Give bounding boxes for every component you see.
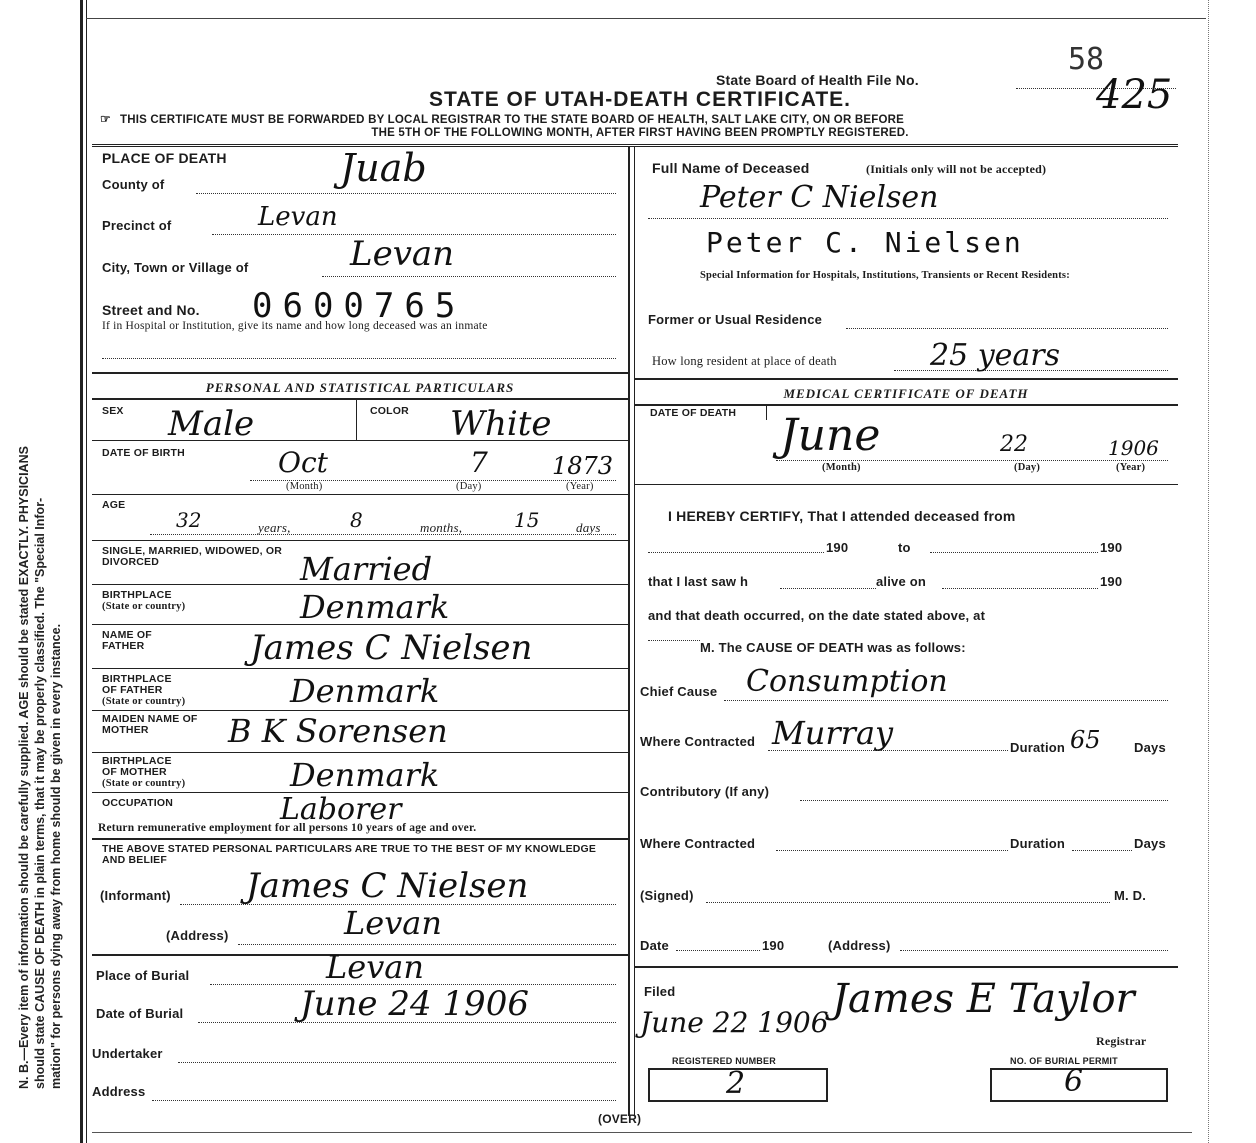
burial-permit-label: NO. OF BURIAL PERMIT bbox=[1010, 1056, 1118, 1066]
medical-bottom bbox=[634, 404, 1178, 406]
color-label: COLOR bbox=[370, 405, 409, 417]
occurred-line bbox=[648, 640, 700, 641]
duration-days-label: Days bbox=[1134, 740, 1166, 755]
center-divider-2 bbox=[634, 146, 635, 1116]
dod-year-caption: (Year) bbox=[1116, 462, 1146, 473]
county-line bbox=[196, 193, 616, 194]
dod-box-right bbox=[766, 406, 767, 420]
duration-2-days-label: Days bbox=[1134, 836, 1166, 851]
hospital-line bbox=[102, 358, 616, 359]
file-no-label: State Board of Health File No. bbox=[716, 72, 919, 88]
last-saw-label: that I last saw h bbox=[648, 574, 749, 589]
mother-label: MAIDEN NAME OF MOTHER bbox=[102, 713, 198, 736]
occupation-note: Return remunerative employment for all persons 10 years of age and over. bbox=[98, 822, 477, 834]
dod-day: 22 bbox=[1000, 432, 1028, 457]
city-value: Levan bbox=[350, 234, 455, 274]
resident-value: 25 years bbox=[930, 338, 1061, 373]
attest-statement: THE ABOVE STATED PERSONAL PARTICULARS ARE TRUE TO THE BEST OF MY KNOWLEDGE AND BELIEF bbox=[102, 843, 597, 866]
special-info-label: Special Information for Hospitals, Institutions, Transients or Recent Residents: bbox=[700, 270, 1070, 281]
row-sep-5 bbox=[92, 624, 628, 625]
age-months-word: months, bbox=[420, 520, 463, 535]
undertaker-line bbox=[178, 1062, 616, 1063]
deceased-name-note: (Initials only will not be accepted) bbox=[866, 162, 1047, 176]
precinct-value: Levan bbox=[258, 202, 338, 232]
dod-year: 1906 bbox=[1108, 436, 1159, 460]
hospital-note: If in Hospital or Institution, give its name and how long deceased was an inmate bbox=[102, 320, 488, 332]
dob-day: 7 bbox=[470, 446, 488, 479]
informant-address-line bbox=[238, 944, 616, 945]
over-label: (OVER) bbox=[598, 1112, 642, 1126]
mother-birth-value: Denmark bbox=[290, 756, 440, 794]
color-value: White bbox=[450, 404, 552, 444]
right-edge bbox=[1208, 0, 1209, 1143]
left-margin-rule bbox=[80, 0, 83, 1143]
alive-on-line bbox=[942, 588, 1098, 589]
chief-cause-value: Consumption bbox=[746, 664, 948, 699]
occurred-label: and that death occurred, on the date stated above, at bbox=[648, 608, 986, 623]
signed-line bbox=[706, 902, 1110, 903]
personal-heading: PERSONAL AND STATISTICAL PARTICULARS bbox=[205, 380, 515, 395]
birthplace-sub: (State or country) bbox=[102, 601, 186, 612]
notice-hand-icon: ☞ bbox=[100, 112, 111, 126]
sex-value: Male bbox=[168, 404, 255, 444]
residence-line bbox=[846, 328, 1168, 329]
dob-month: Oct bbox=[278, 446, 328, 479]
dod-day-caption: (Day) bbox=[1014, 462, 1041, 473]
where-contracted-label: Where Contracted bbox=[640, 734, 756, 749]
undertaker-label: Undertaker bbox=[92, 1046, 163, 1061]
informant-label: (Informant) bbox=[100, 888, 171, 903]
occupation-value: Laborer bbox=[280, 792, 402, 827]
mother-birth-label: BIRTHPLACE OF MOTHER bbox=[102, 755, 172, 778]
dob-year-caption: (Year) bbox=[566, 481, 594, 492]
informant-value: James C Nielsen bbox=[246, 866, 529, 906]
top-rule bbox=[86, 18, 1206, 19]
burial-address-line bbox=[152, 1100, 616, 1101]
medical-top bbox=[634, 378, 1178, 380]
personal-top bbox=[92, 372, 628, 374]
certify-line: I HEREBY CERTIFY, That I attended deceased from bbox=[668, 508, 1016, 524]
county-label: County of bbox=[102, 177, 165, 192]
filed-date: June 22 1906 bbox=[640, 1006, 829, 1039]
signed-label: (Signed) bbox=[640, 888, 694, 903]
dob-day-caption: (Day) bbox=[456, 481, 482, 492]
personal-bottom bbox=[92, 398, 628, 400]
row-sep-2 bbox=[92, 494, 628, 495]
age-years: 32 bbox=[176, 508, 202, 532]
notice-line-2: THE 5TH OF THE FOLLOWING MONTH, AFTER FIRST HAVING BEEN PROMPTLY REGISTERED. bbox=[371, 127, 909, 139]
registered-number: 2 bbox=[726, 1066, 746, 1101]
dod-line bbox=[776, 460, 1168, 461]
side-note bbox=[16, 69, 64, 1089]
to-year: 190 bbox=[1100, 540, 1123, 555]
row-sep-6 bbox=[92, 668, 628, 669]
burial-date-line bbox=[198, 1022, 616, 1023]
father-birth-label: BIRTHPLACE OF FATHER bbox=[102, 673, 172, 696]
street-number: 0600765 bbox=[252, 286, 466, 326]
informant-address-label: (Address) bbox=[166, 928, 229, 943]
filed-label: Filed bbox=[644, 984, 676, 999]
dod-label: DATE OF DEATH bbox=[650, 407, 737, 419]
father-birth-value: Denmark bbox=[290, 672, 440, 710]
burial-date-value: June 24 1906 bbox=[300, 984, 529, 1024]
registered-number-label: REGISTERED NUMBER bbox=[672, 1056, 776, 1066]
frame-top bbox=[92, 144, 1178, 147]
from-line bbox=[648, 552, 824, 553]
last-saw-line bbox=[780, 588, 876, 589]
side-note-line-1: N. B.—Every item of information should be carefully supplied. AGE should be stated EXACTLY. PHYSICIANS bbox=[17, 446, 31, 1089]
duration-2-label: Duration bbox=[1010, 836, 1066, 851]
where-contracted-line bbox=[768, 750, 1008, 751]
cert-date-label: Date bbox=[640, 938, 669, 953]
dob-month-caption: (Month) bbox=[286, 481, 323, 492]
city-label: City, Town or Village of bbox=[102, 260, 249, 275]
row-sep-3 bbox=[92, 540, 628, 541]
certificate-title: STATE OF UTAH-DEATH CERTIFICATE. bbox=[428, 88, 852, 111]
alive-year: 190 bbox=[1100, 574, 1123, 589]
row-sep-4 bbox=[92, 584, 628, 585]
chief-cause-label: Chief Cause bbox=[640, 684, 718, 699]
notice-line-1: THIS CERTIFICATE MUST BE FORWARDED BY LOCAL REGISTRAR TO THE STATE BOARD OF HEALTH, SALT LAKE CITY, ON OR BEFORE bbox=[120, 114, 904, 126]
where-contracted-2-line bbox=[776, 850, 1008, 851]
cert-date-year: 190 bbox=[762, 938, 785, 953]
duration-value: 65 bbox=[1070, 726, 1101, 754]
duration-label: Duration bbox=[1010, 740, 1066, 755]
birthplace-label: BIRTHPLACE bbox=[102, 589, 172, 601]
contributory-line bbox=[800, 800, 1168, 801]
age-days: 15 bbox=[514, 508, 540, 532]
side-note-line-3: mation" for persons dying away from home should be given in every instance. bbox=[49, 623, 63, 1089]
deceased-name-typed: Peter C. Nielsen bbox=[706, 226, 1024, 259]
age-months: 8 bbox=[350, 508, 363, 532]
dob-label: DATE OF BIRTH bbox=[102, 447, 185, 459]
burial-place-value: Levan bbox=[326, 948, 424, 986]
burial-date-label: Date of Burial bbox=[96, 1006, 184, 1021]
deceased-name-handwritten: Peter C Nielsen bbox=[700, 180, 939, 215]
medical-heading: MEDICAL CERTIFICATE OF DEATH bbox=[783, 386, 1029, 401]
cause-heading: M. The CAUSE OF DEATH was as follows: bbox=[700, 640, 966, 655]
deceased-name-label: Full Name of Deceased bbox=[652, 160, 810, 176]
residence-label: Former or Usual Residence bbox=[648, 312, 823, 327]
duration-2-line bbox=[1072, 850, 1132, 851]
city-line bbox=[322, 276, 616, 277]
medical-end bbox=[634, 966, 1178, 968]
cert-address-label: (Address) bbox=[828, 938, 891, 953]
place-of-death-heading: PLACE OF DEATH bbox=[102, 150, 227, 166]
cert-address-line bbox=[900, 950, 1168, 951]
left-margin-rule-2 bbox=[86, 0, 87, 1143]
age-line bbox=[150, 534, 616, 535]
row-sep-1 bbox=[92, 440, 628, 441]
county-value: Juab bbox=[340, 146, 427, 190]
registrar-label: Registrar bbox=[1096, 1034, 1147, 1048]
burial-address-label: Address bbox=[92, 1084, 146, 1099]
md-label: M. D. bbox=[1114, 888, 1147, 903]
dod-sep bbox=[634, 484, 1178, 485]
row-sep-8 bbox=[92, 752, 628, 753]
side-note-line-2: should state CAUSE OF DEATH in plain terms, that it may be properly classified. The "Special Infor- bbox=[33, 497, 47, 1089]
father-birth-sub: (State or country) bbox=[102, 696, 186, 707]
precinct-label: Precinct of bbox=[102, 218, 172, 233]
mother-birth-sub: (State or country) bbox=[102, 778, 186, 789]
alive-on-label: alive on bbox=[876, 574, 927, 589]
registrar-signature: James E Taylor bbox=[832, 976, 1135, 1022]
to-line bbox=[930, 552, 1098, 553]
row-sep-10 bbox=[92, 838, 628, 840]
resident-label: How long resident at place of death bbox=[652, 354, 837, 368]
where-contracted-2-label: Where Contracted bbox=[640, 836, 756, 851]
birthplace-value: Denmark bbox=[300, 588, 450, 626]
from-year: 190 bbox=[826, 540, 849, 555]
age-years-word: years, bbox=[258, 520, 291, 535]
marital-label: SINGLE, MARRIED, WIDOWED, OR DIVORCED bbox=[102, 545, 283, 568]
deceased-name-line bbox=[648, 218, 1168, 219]
mother-value: B K Sorensen bbox=[228, 712, 448, 750]
where-contracted-value: Murray bbox=[772, 714, 894, 752]
sex-color-divider bbox=[356, 400, 357, 440]
file-no-top: 58 bbox=[1068, 42, 1105, 77]
street-label: Street and No. bbox=[102, 302, 200, 318]
chief-cause-line bbox=[724, 700, 1168, 701]
row-sep-7 bbox=[92, 710, 628, 711]
burial-permit-number: 6 bbox=[1064, 1064, 1084, 1099]
center-divider bbox=[628, 146, 630, 1116]
file-no: 425 bbox=[1096, 72, 1173, 118]
to-word: to bbox=[898, 540, 911, 555]
age-label: AGE bbox=[102, 499, 126, 511]
informant-address-value: Levan bbox=[344, 904, 442, 942]
marital-value: Married bbox=[300, 550, 433, 588]
dod-month: June bbox=[780, 410, 881, 461]
dob-year: 1873 bbox=[552, 452, 614, 480]
burial-place-label: Place of Burial bbox=[96, 968, 190, 983]
age-days-word: days bbox=[576, 520, 601, 535]
contributory-label: Contributory (If any) bbox=[640, 784, 770, 799]
sex-label: SEX bbox=[102, 405, 124, 417]
dod-month-caption: (Month) bbox=[822, 462, 861, 473]
father-value: James C Nielsen bbox=[250, 628, 533, 668]
cert-date-line bbox=[676, 950, 760, 951]
father-label: NAME OF FATHER bbox=[102, 629, 152, 652]
frame-bottom bbox=[92, 1132, 1192, 1133]
occupation-label: OCCUPATION bbox=[102, 797, 174, 809]
